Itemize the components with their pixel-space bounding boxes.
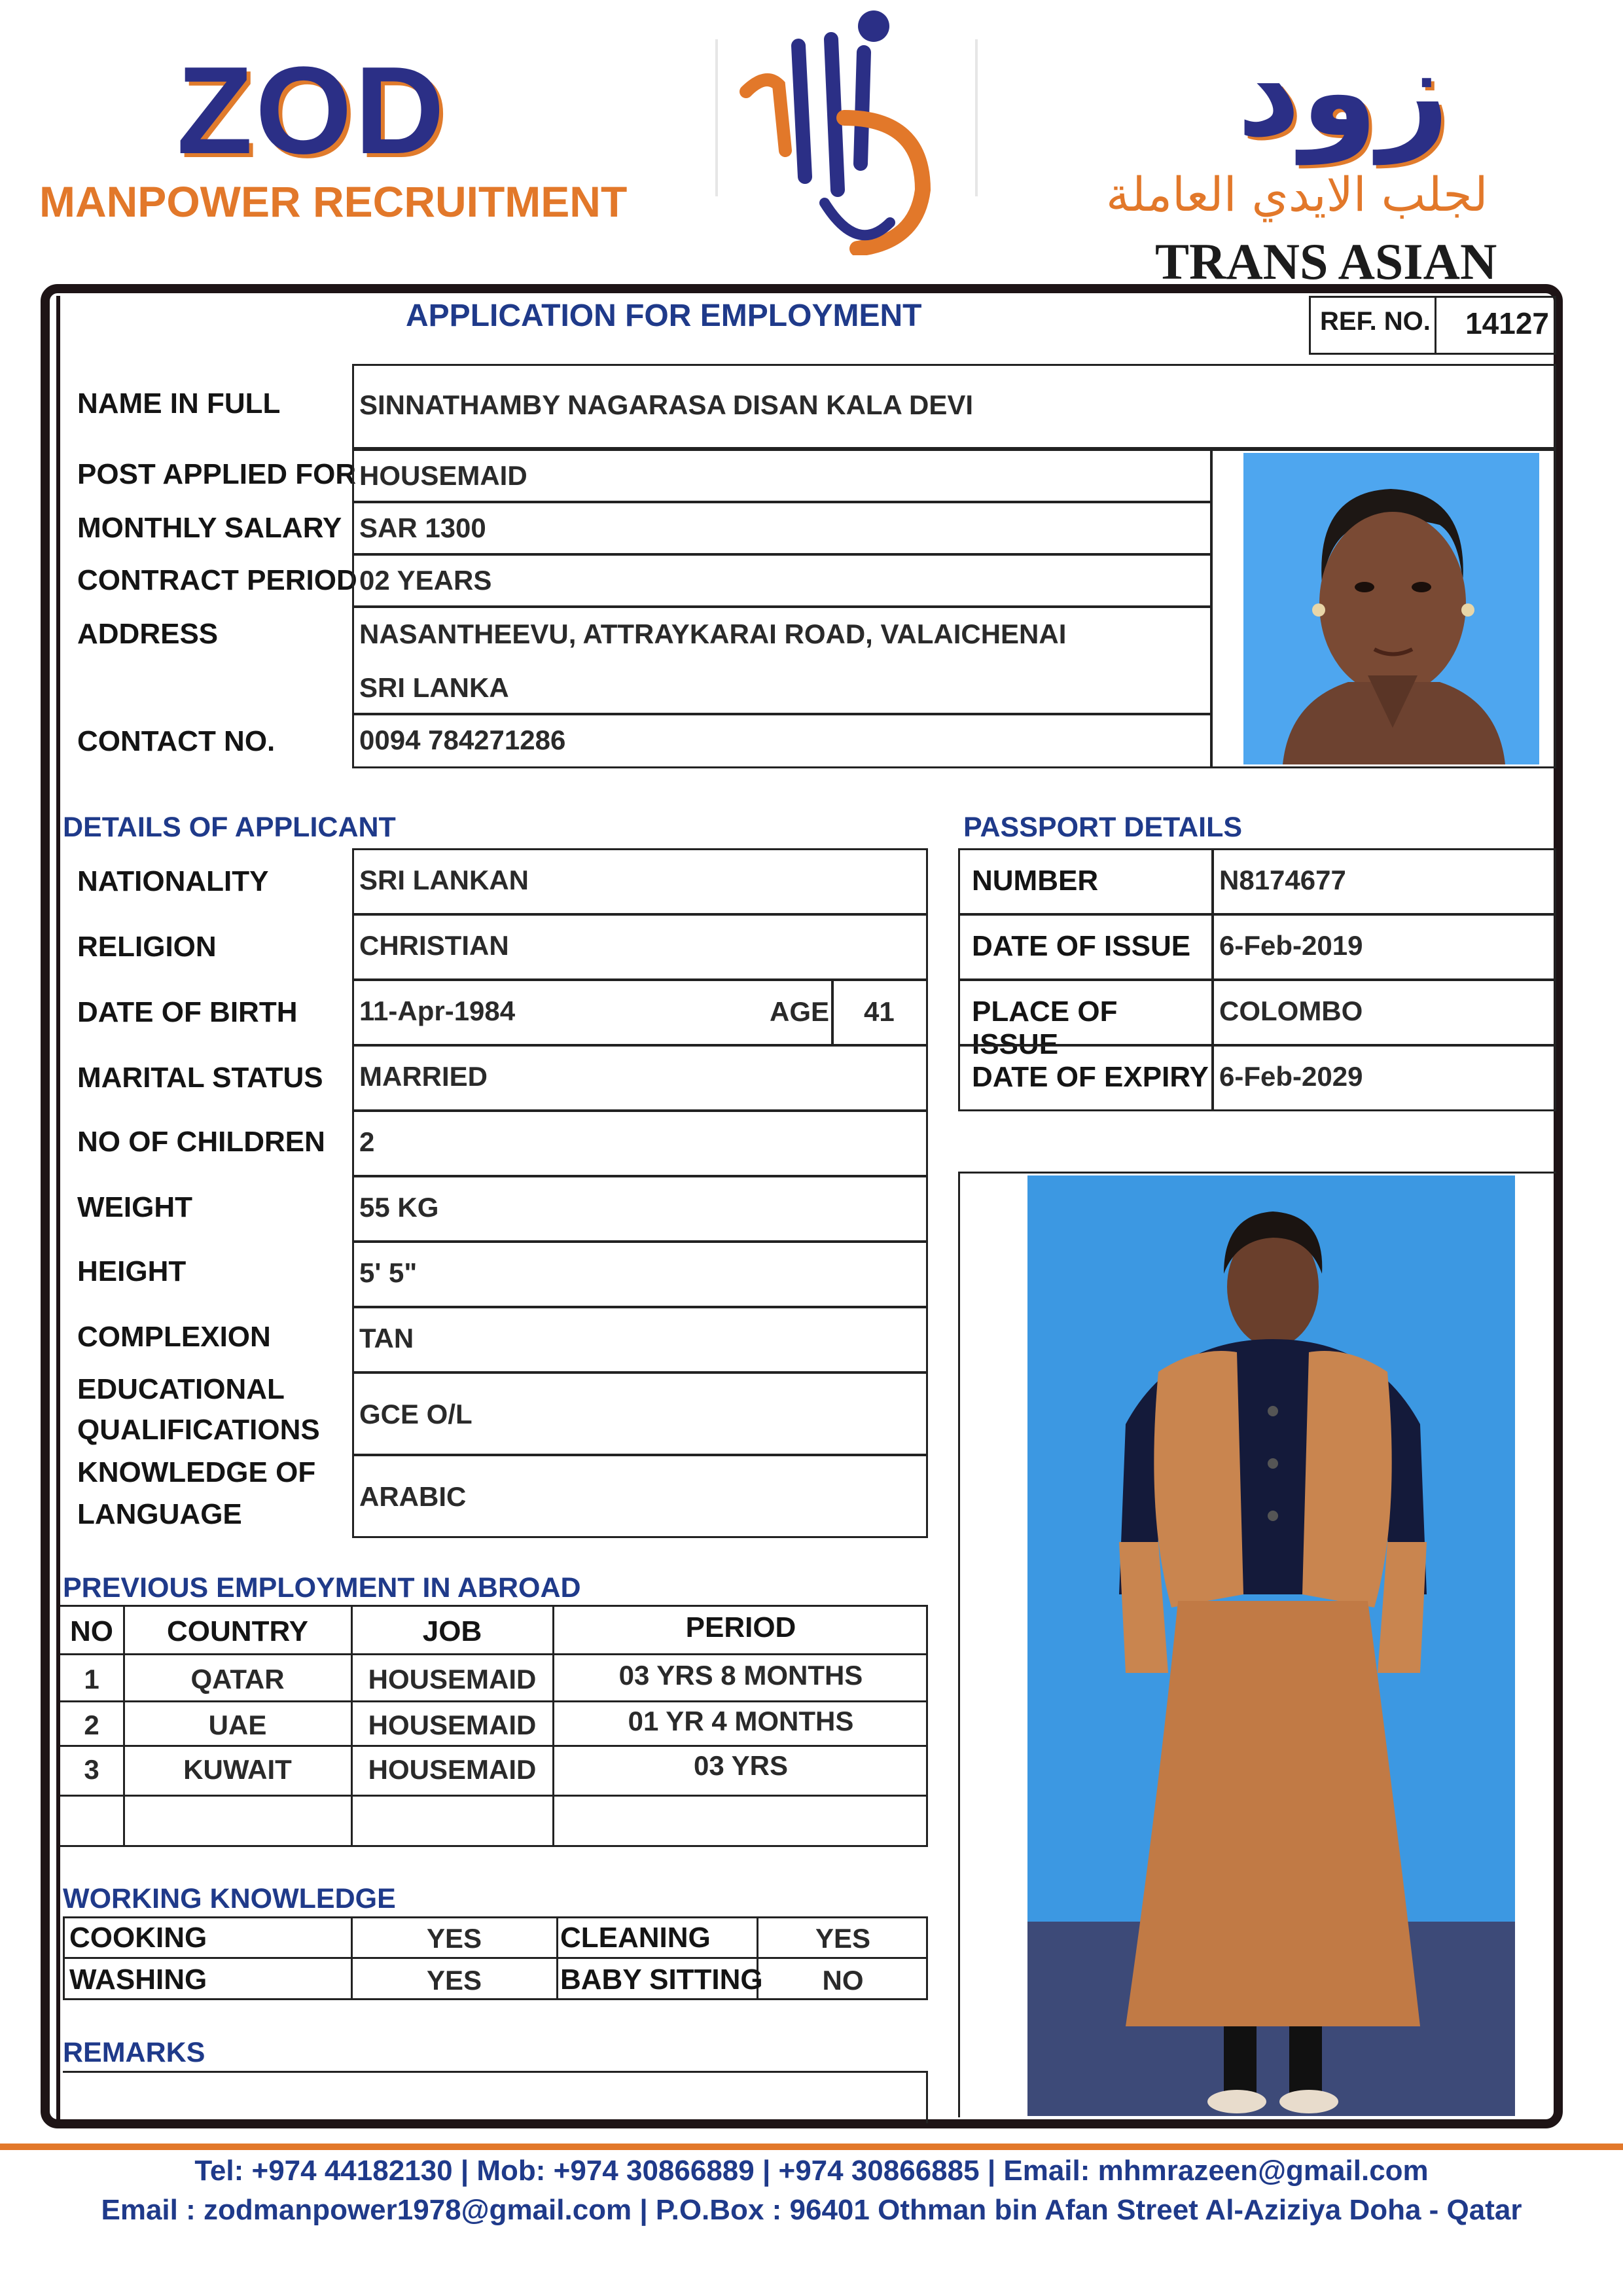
name-field (352, 364, 1556, 449)
address-line-2: SRI LANKA (359, 672, 509, 703)
children-value: 2 (352, 1110, 928, 1177)
weight-value: 55 KG (352, 1175, 928, 1242)
age-divider (831, 979, 834, 1046)
emp-header-job: JOB (422, 1615, 482, 1647)
footer-contact-line-2: Email : zodmanpower1978@gmail.com | P.O.Box : 96401 Othman bin Afan Street Al-Aziziya Doha - Qatar (101, 2194, 1522, 2226)
emp-header-period: PERIOD (685, 1611, 796, 1643)
address-field (352, 606, 1212, 715)
address-label: ADDRESS (77, 618, 219, 650)
emp-cell: KUWAIT (183, 1754, 292, 1785)
passport-section-title: PASSPORT DETAILS (963, 812, 1243, 843)
employment-row-line (60, 1795, 928, 1797)
emp-cell: UAE (208, 1710, 267, 1740)
skills-col-line (556, 1916, 558, 2000)
language-value: ARABIC (352, 1454, 928, 1538)
salary-label: MONTHLY SALARY (77, 512, 342, 544)
emp-cell: 01 YR 4 MONTHS (628, 1706, 854, 1736)
address-line-1: NASANTHEEVU, ATTRAYKARAI ROAD, VALAICHENAI (359, 619, 1067, 649)
babysitting-value: NO (822, 1965, 864, 1996)
expiry-date-label: DATE OF EXPIRY (958, 1045, 1213, 1111)
dob-value: 11-Apr-1984 (352, 979, 928, 1046)
education-label-line-1: EDUCATIONAL (77, 1373, 285, 1405)
religion-value: CHRISTIAN (352, 914, 928, 980)
weight-label: WEIGHT (77, 1191, 192, 1223)
complexion-label: COMPLEXION (77, 1321, 271, 1353)
frame-inner-line (56, 296, 60, 2122)
issue-date-label: DATE OF ISSUE (958, 914, 1213, 980)
education-value: GCE O/L (352, 1372, 928, 1456)
education-label-line-2: QUALIFICATIONS (77, 1414, 320, 1446)
applicant-section-title: DETAILS OF APPLICANT (63, 812, 396, 843)
arabic-tagline: لجلب الايدي العاملة (1106, 167, 1488, 222)
language-label (77, 1452, 315, 1535)
employment-row-line (60, 1700, 928, 1702)
religion-label: RELIGION (77, 931, 217, 963)
salary-value: SAR 1300 (352, 501, 1212, 555)
cleaning-label: CLEANING (560, 1922, 711, 1954)
employment-section-title: PREVIOUS EMPLOYMENT IN ABROAD (63, 1572, 581, 1604)
employment-row-line (60, 1745, 928, 1747)
employment-row-line (60, 1653, 928, 1655)
skills-section-title: WORKING KNOWLEDGE (63, 1883, 396, 1914)
emp-cell: HOUSEMAID (368, 1664, 537, 1695)
marital-label: MARITAL STATUS (77, 1062, 323, 1094)
header-divider-right (975, 39, 978, 196)
footer-contact-line-1: Tel: +974 44182130 | Mob: +974 30866889 | +974 30866885 | Email: mhmrazeen@gmail.com (194, 2155, 1429, 2187)
remarks-section-title: REMARKS (63, 2037, 205, 2068)
applicant-headshot-image (1243, 453, 1539, 764)
cleaning-value: YES (815, 1923, 871, 1954)
emp-cell: QATAR (190, 1664, 285, 1695)
height-label: HEIGHT (77, 1255, 187, 1287)
passport-number-label: NUMBER (958, 848, 1213, 915)
children-label: NO OF CHILDREN (77, 1126, 325, 1158)
emp-cell: 3 (84, 1754, 99, 1785)
name-value: SINNATHAMBY NAGARASA DISAN KALA DEVI (359, 389, 974, 420)
trans-asian-label: TRANS ASIAN (1155, 233, 1497, 290)
emp-cell: 03 YRS 8 MONTHS (618, 1660, 863, 1691)
emp-header-country: COUNTRY (167, 1615, 308, 1647)
header-divider-left (715, 39, 718, 196)
height-value: 5' 5" (352, 1241, 928, 1308)
education-label (77, 1369, 320, 1450)
complexion-value: TAN (352, 1306, 928, 1373)
cooking-value: YES (426, 1923, 482, 1954)
contact-value: 0094 784271286 (352, 713, 1212, 768)
emp-header-no: NO (70, 1615, 113, 1647)
language-label-line-1: KNOWLEDGE OF (77, 1456, 316, 1488)
place-of-issue-value: COLOMBO (1212, 979, 1556, 1046)
contract-value: 02 YEARS (352, 554, 1212, 607)
company-subtitle: MANPOWER RECRUITMENT (39, 177, 628, 226)
skills-row-line (63, 1957, 928, 1959)
company-emblem-icon (726, 7, 962, 255)
place-of-issue-label: PLACE OF ISSUE (958, 979, 1213, 1046)
nationality-label: NATIONALITY (77, 865, 269, 897)
washing-value: YES (426, 1965, 482, 1996)
remarks-box (63, 2071, 928, 2123)
washing-label: WASHING (69, 1964, 207, 1996)
form-title: APPLICATION FOR EMPLOYMENT (406, 298, 922, 333)
applicant-full-body-image (1027, 1175, 1515, 2116)
emp-cell: 03 YRS (694, 1750, 788, 1781)
language-label-line-2: LANGUAGE (77, 1498, 242, 1530)
age-value: 41 (864, 996, 895, 1027)
ref-no-label: REF. NO. (1309, 296, 1436, 355)
passport-number-value: N8174677 (1212, 848, 1556, 915)
marital-value: MARRIED (352, 1045, 928, 1111)
zod-logo-text: ZOD (177, 41, 448, 180)
contract-label: CONTRACT PERIOD (77, 564, 357, 596)
name-label: NAME IN FULL (77, 387, 281, 420)
ref-no-value: 14127 (1435, 296, 1556, 355)
post-value: HOUSEMAID (352, 449, 1212, 503)
nationality-value: SRI LANKAN (352, 848, 928, 915)
dob-label: DATE OF BIRTH (77, 996, 298, 1028)
emp-cell: HOUSEMAID (368, 1754, 537, 1785)
issue-date-value: 6-Feb-2019 (1212, 914, 1556, 980)
footer-rule (0, 2144, 1623, 2150)
age-label: AGE (770, 996, 830, 1027)
babysitting-label: BABY SITTING (560, 1964, 763, 1996)
arabic-logo-text: زود (1237, 20, 1450, 164)
post-label: POST APPLIED FOR (77, 458, 357, 490)
contact-label: CONTACT NO. (77, 725, 276, 757)
emp-cell: 2 (84, 1710, 99, 1740)
emp-cell: HOUSEMAID (368, 1710, 537, 1740)
emp-cell: 1 (84, 1664, 99, 1695)
expiry-date-value: 6-Feb-2029 (1212, 1045, 1556, 1111)
cooking-label: COOKING (69, 1922, 207, 1954)
